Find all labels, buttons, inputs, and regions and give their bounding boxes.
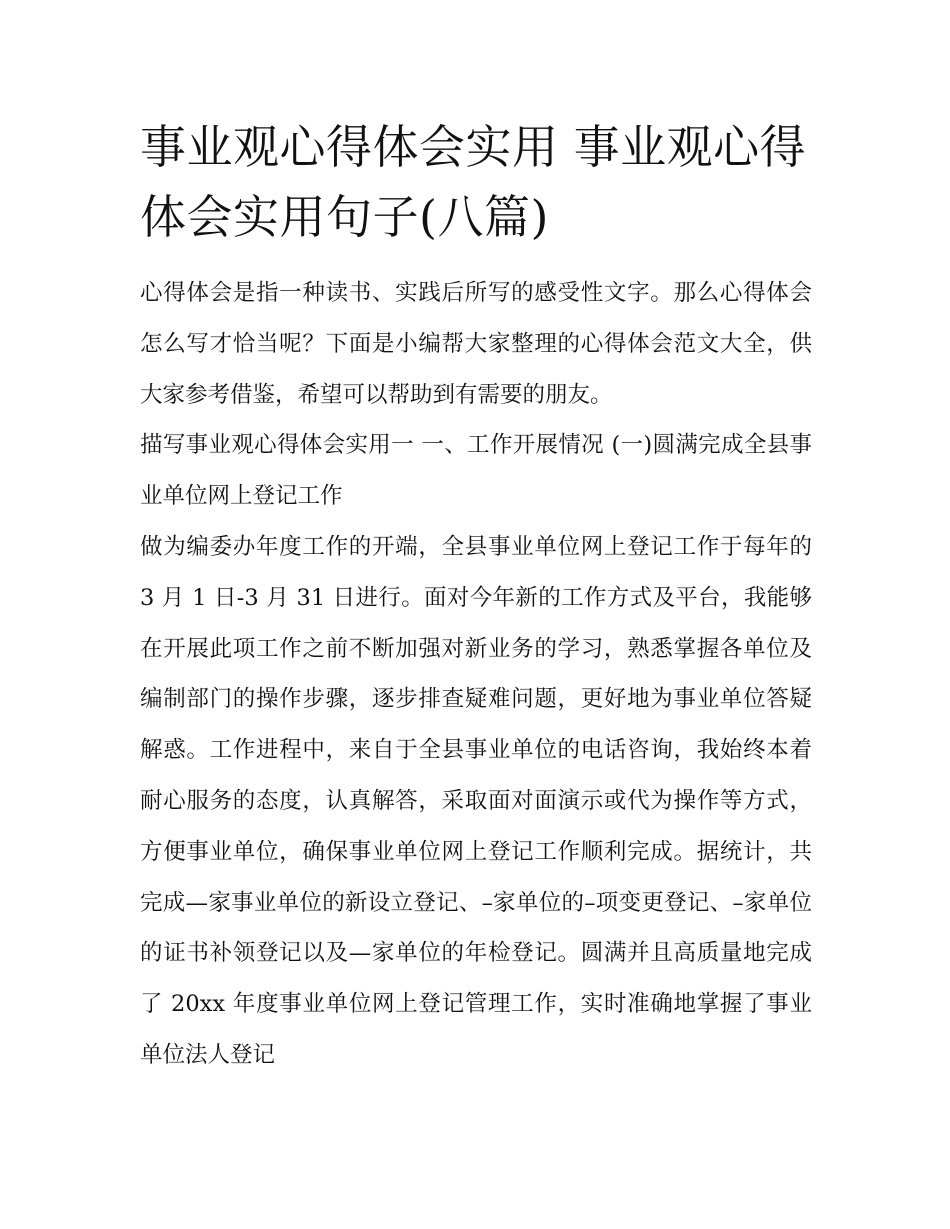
body-paragraph: 做为编委办年度工作的开端，全县事业单位网上登记工作于每年的 3 月 1 日-3 月 31 日进行。面对今年新的工作方式及平台，我能够在开展此项工作之前不断加强对新业务的学习，熟悉掌握各单位及编制部门的操作步骤，逐步排查疑难问题，更好地为事业单位答疑解惑。工作进程中，来自于全县事业单位的电话咨询，我始终本着耐心服务的态度，认真解答，采取面对面演示或代为操作等方式，方便事业单位，确保事业单位网上登记工作顺利完成。据统计，共完成—家事业单位的新设立登记、–家单位的–项变更登记、–家单位的证书补领登记以及—家单位的年检登记。圆满并且高质量地完成了 20xx 年度事业单位网上登记管理工作，实时准确地掌握了事业单位法人登记 <box>140 533 812 1068</box>
document-body <box>140 268 812 1081</box>
section-heading-paragraph: 描写事业观心得体会实用一 一、工作开展情况 (一)圆满完成全县事业单位网上登记工作 <box>140 432 812 510</box>
intro-paragraph: 心得体会是指一种读书、实践后所写的感受性文字。那么心得体会怎么写才恰当呢？下面是小编帮大家整理的心得体会范文大全，供大家参考借鉴，希望可以帮助到有需要的朋友。 <box>140 280 812 408</box>
document-title: 事业观心得体会实用 事业观心得体会实用句子(八篇) <box>140 120 807 244</box>
document-content <box>140 112 812 1081</box>
